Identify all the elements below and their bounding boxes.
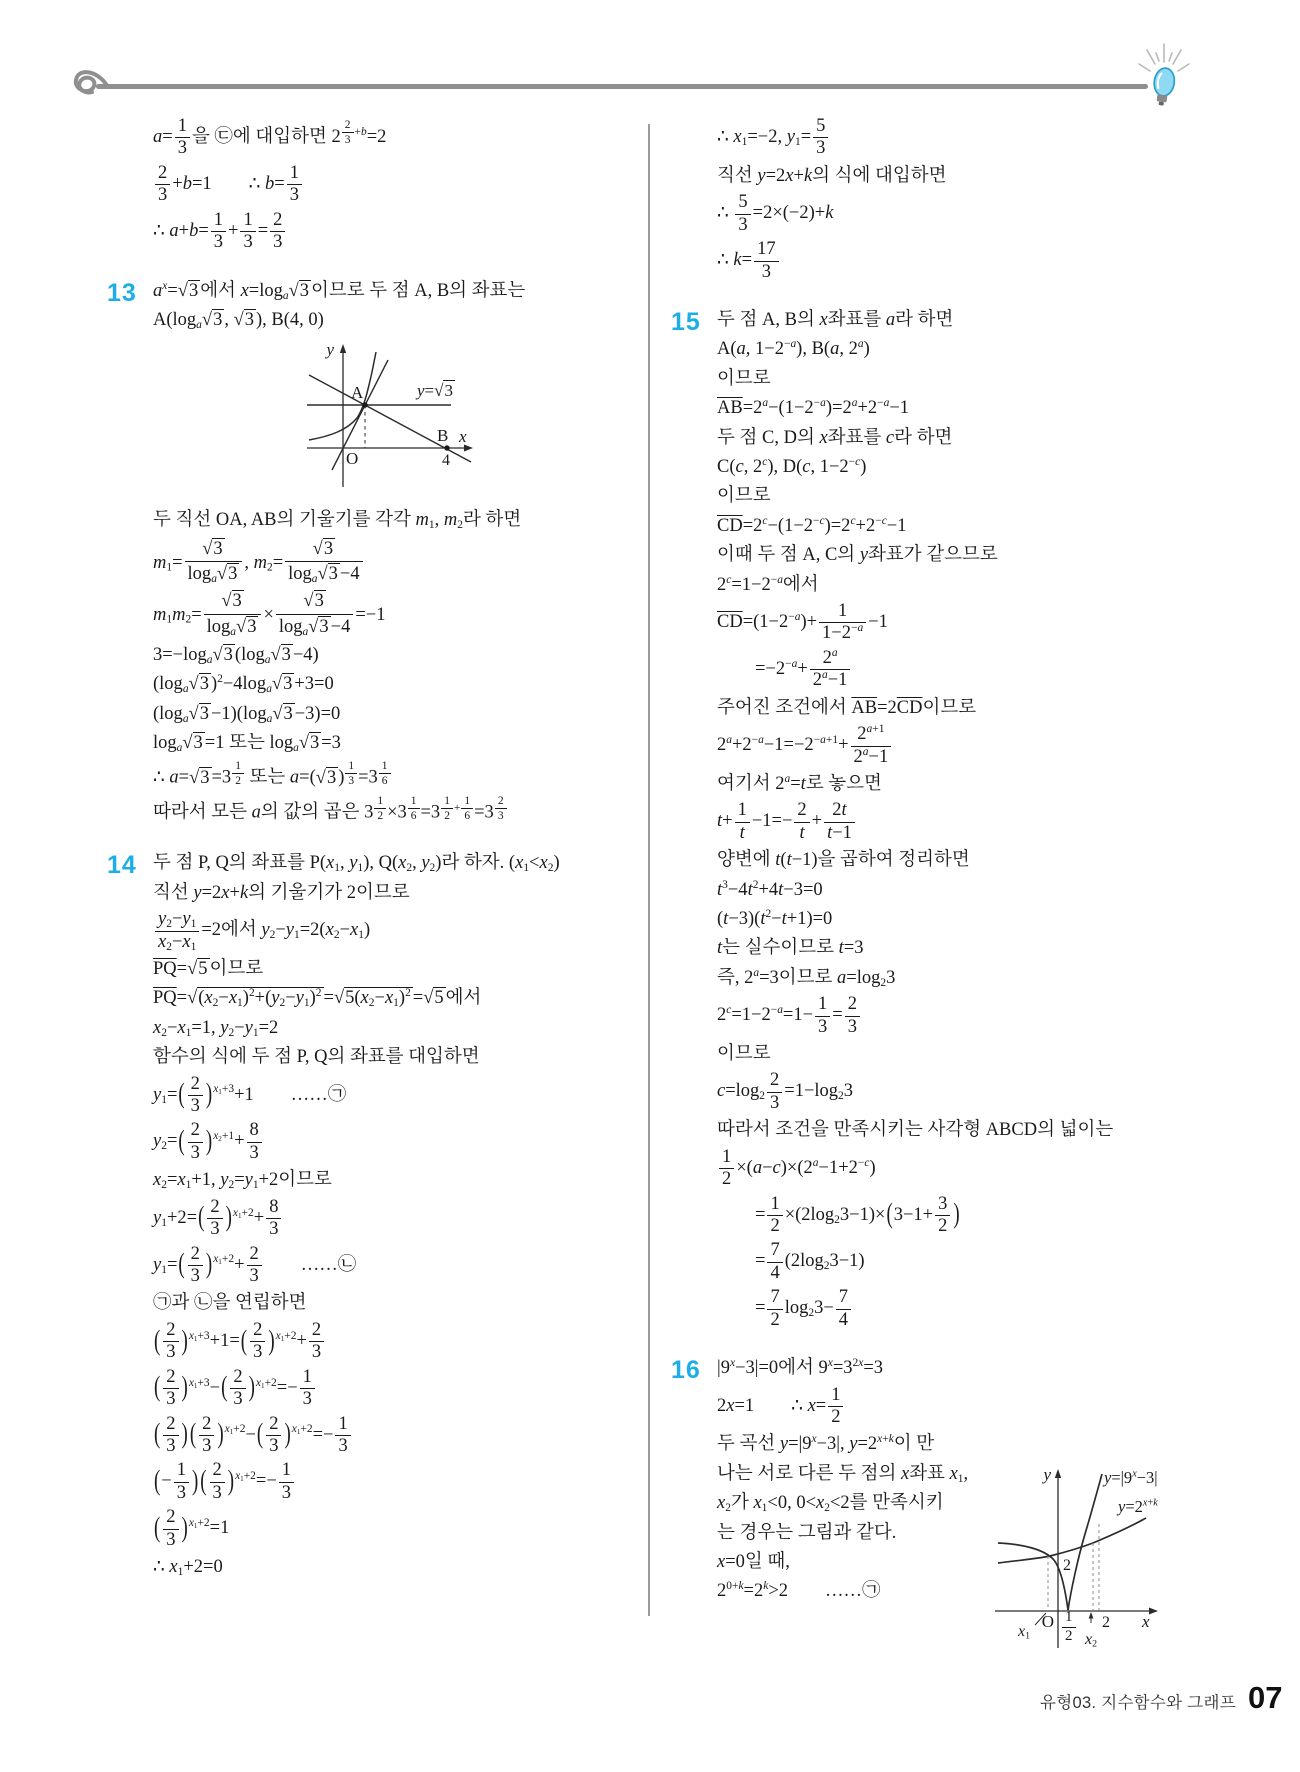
origin-label: O [1041, 1612, 1054, 1631]
x2-pointer-arrow [1089, 1612, 1094, 1619]
solution-line: $\overline{PQ}=$ √ 5 이므로 [153, 957, 658, 981]
solution-line: $\log_a$ √ 3 =1 또는 $\log_a$ √ 3 =3 [153, 731, 658, 755]
graph-13-svg [301, 340, 486, 498]
curve1-equation-label: $y=|9^x-3|$ [1104, 1468, 1158, 1487]
problem-13-lines-top [153, 279, 658, 333]
solution-line: 두 직선 OA, AB의 기울기를 각각 $m_1$, $m_2$라 하면 [153, 510, 522, 532]
solution-line: 두 점 P, Q의 좌표를 $P(x_1$, $y_1$), $Q(x_2$, $y_2$)라 하자. $(x_1<x_2)$ [153, 853, 560, 875]
solution-line: ∴ $x_1=-2$, $y_1=$ $\frac{5}{3}$ [717, 117, 1217, 159]
solution-line: = $\frac{7}{4}$ $(2\log_23-1)$ [755, 1240, 865, 1283]
solution-line: ∴ $\frac{5}{3}$ =2×(−2)+k [717, 192, 834, 235]
solution-line: (− $\frac{1}{3}$ ) ( $\frac{2}{3}$ )$^{x_1+2}$=− $\frac{1}{3}$ [153, 1461, 658, 1503]
point-A-dot [362, 403, 367, 408]
solution-line: $3=-\log_a$ √ 3 ($\log_a$ √ 3 −4) [153, 643, 658, 667]
solution-line: $2^{0+k}=2^k>2$ ……㉠ [717, 1580, 881, 1602]
solution-line: 여기서 $2^a=t$로 놓으면 [717, 772, 882, 794]
solution-line: $2^a+2^{-a}-1=-2^{-a+1}+$ $\frac{2^{a+1}}{2^a-1}$ [717, 725, 1217, 767]
y-axis-arrow [340, 344, 346, 353]
solution-line: $c=\log_2$ $\frac{2}{3}$ $=1-\log_23$ [717, 1070, 854, 1113]
y-axis-label: y [326, 340, 334, 360]
point-B-label: B [437, 426, 449, 446]
solution-line: 양변에 t(t−1)을 곱하여 정리하면 [717, 850, 970, 871]
problem-13 [107, 278, 658, 826]
problem-15-lines [717, 308, 1217, 1330]
solution-line: $x_2=x_1+1$, $y_2=y_1+2$이므로 [153, 1170, 332, 1192]
solution-line: 직선 y=2x+k의 식에 대입하면 [717, 165, 947, 186]
continued-solution-lines [717, 117, 1217, 282]
solution-line: $\frac{2}{3}$ +b=1 ∴ b= $\frac{1}{3}$ [153, 164, 658, 206]
solution-line: 따라서 모든 a의 값의 곱은 3 $^{\frac{1}{2}}$ ×3 $^{\frac{1}{6}}$ =3 $^{\frac{1}{2} + \frac{1}{6}}$ =3 $^{\frac{2}{3}}$ [153, 795, 658, 825]
rope-knot-icon [70, 62, 112, 111]
x2-tick-label: $x_2$ [1085, 1631, 1098, 1650]
solution-line: $\overline{PQ}=$ √ $(x_2-x_1)^2+(y_2-y_1)^2$ = √ $5(x_2-x_1)^2$ = √ 5 에서 [153, 986, 658, 1010]
solution-line: a= $\frac{1}{3}$ 을 ㉢에 대입하면 2 $^{\frac{2}{3} +b}$=2 [153, 116, 387, 159]
solution-line: $(t-3)(t^2-t+1)=0$ [717, 907, 833, 929]
solution-line: ∴ $x_1+2=0$ [153, 1557, 223, 1578]
solution-line: ( $\frac{2}{3}$ ) ( $\frac{2}{3}$ )$^{x_1+2}$−( $\frac{2}{3}$ )$^{x_1+2}$=− $\frac{1}{3}$ [153, 1415, 658, 1457]
line-OA [332, 360, 388, 470]
graph-13 [301, 340, 486, 498]
solution-line: 두 점 C, D의 x좌표를 c라 하면 [717, 427, 953, 448]
solution-line: $\overline{CD}=2^c-(1-2^{-c})=2^c+2^{-c}-1$ [717, 514, 907, 536]
solution-line: 두 점 A, B의 x좌표를 a라 하면 [717, 309, 954, 330]
page-footer [1040, 1680, 1282, 1716]
solution-line: 함수의 식에 두 점 P, Q의 좌표를 대입하면 [153, 1047, 480, 1068]
solution-line: C(c, 2$^c$), D(c, $1-2^{-c}$) [717, 455, 867, 477]
solution-line: ( $\frac{2}{3}$ )$^{x_1+3}$+1=( $\frac{2}{3}$ )$^{x_1+2}$+ $\frac{2}{3}$ [153, 1321, 658, 1363]
left-column [107, 112, 658, 1584]
y-axis-label: y [1043, 1466, 1051, 1484]
y-intercept-2-label: 2 [1063, 1557, 1071, 1574]
rope-divider [96, 84, 1148, 89]
solution-line: 이므로 [717, 1044, 771, 1065]
solution-line: ∴ a+b= $\frac{1}{3}$ + $\frac{1}{3}$ = $\frac{2}{3}$ [153, 211, 658, 253]
problem-14 [107, 851, 658, 1579]
solution-line: 는 경우는 그림과 같다. [717, 1522, 897, 1543]
solution-line: $2^c=1-2^{-a}=1-$ $\frac{1}{3}$ = $\frac{2}{3}$ [717, 995, 1217, 1037]
solution-line: ∴ k= $\frac{17}{3}$ [717, 240, 1217, 282]
continued-solution-lines [153, 117, 658, 253]
solution-line: ( $\frac{2}{3}$ )$^{x_1+2}$=1 [154, 1507, 230, 1550]
x-tick-2-label: 2 [1102, 1614, 1110, 1631]
tick-4-label: 4 [442, 452, 450, 470]
solution-line: $\overline{CD}=(1-2^{-a})+$ $\frac{1}{1-2^{-a}}$ −1 [717, 601, 888, 644]
page-number: 07 [1248, 1680, 1283, 1715]
solution-line: 이므로 [717, 486, 771, 507]
problem-14-lines [153, 851, 658, 1579]
solution-line: $\overline{AB}=2^a-(1-2^{-a})=2^a+2^{-a}-1$ [717, 397, 910, 419]
right-column [671, 112, 1217, 1609]
solution-line: $a^x=$ √ 3 에서 $x=\log_a$ √ 3 이므로 두 점 A, B의 좌표는 [153, 279, 658, 303]
problem-16-number: 16 [671, 1356, 701, 1385]
solution-line: $2^c=1-2^{-a}$에서 [717, 573, 819, 595]
solution-line: $\frac{y_2-y_1}{x_2-x_1}$ =2에서 $y_2-y_1=2(x_2-x_1)$ [153, 910, 658, 952]
solution-line: t는 실수이므로 t=3 [717, 938, 864, 959]
section-label: 유형03. 지수함수와 그래프 [1040, 1694, 1236, 1712]
x-axis-arrow [1149, 1608, 1158, 1615]
solution-line: $y_1=$( $\frac{2}{3}$ )$^{x_1+3}$+1 ……㉠ [153, 1073, 347, 1117]
solution-line: $y_2=$( $\frac{2}{3}$ )$^{x_2+1}$+ $\frac{8}{3}$ [153, 1121, 658, 1163]
solution-line: $m_1m_2=$ √ $\frac{3}{\log_a √ 3}$ × √ $\frac{3}{\log_a √ 3 -4}$ =−1 [153, 590, 658, 638]
x1-tick-label: $x_1$ [1018, 1623, 1031, 1642]
solution-line: ( $\frac{2}{3}$ )$^{x_1+3}$−( $\frac{2}{3}$ )$^{x_1+2}$=− $\frac{1}{3}$ [153, 1368, 658, 1410]
lightbulb-icon [1133, 40, 1195, 115]
problem-15-number: 15 [671, 307, 701, 336]
problem-14-number: 14 [107, 851, 137, 880]
solution-line: $\frac{1}{2}$ $\times(a-c)\times(2^a-1+2^{-c})$ [717, 1148, 1217, 1190]
solution-line: t+ $\frac{1}{t}$ −1=− $\frac{2}{t}$ + $\frac{2t}{t-1}$ [717, 801, 1217, 843]
curve2-equation-label: $y=2^{x+k}$ [1118, 1497, 1158, 1516]
solution-line: 이때 두 점 A, C의 y좌표가 같으므로 [717, 545, 998, 566]
solution-line: $x_2-x_1=1$, $y_2-y_1=2$ [153, 1017, 279, 1039]
graph-16 [990, 1466, 1196, 1668]
solution-line: 따라서 조건을 만족시키는 사각형 ABCD의 넓이는 [717, 1120, 1114, 1141]
x-axis-label: x [459, 427, 467, 447]
curve-2-pow-x-plus-k [998, 1518, 1146, 1563]
problem-13-number: 13 [107, 278, 137, 307]
solution-line: ($\log_a$ √ $3 -1)(\log_a$ √ 3 −3)=0 [153, 702, 658, 726]
solution-line: $x_2$가 $x_1<0$, $0<x_2<2$를 만족시키 [717, 1493, 944, 1515]
problem-13-lines-bottom [153, 508, 658, 825]
solution-line: x=0일 때, [717, 1551, 790, 1572]
solution-line: $t^3-4t^2+4t-3=0$ [717, 878, 823, 900]
solution-line: ∴ a= √ 3 =3 $^{\frac{1}{2}}$ 또는 a=( √ 3 ) $^{\frac{1}{3}}$ =3 $^{\frac{1}{6}}$ [153, 760, 658, 790]
y-axis-arrow [1055, 1469, 1061, 1478]
solution-line: = $\frac{1}{2}$ $\times(2\log_23-1)\times(3-1+$ $\frac{3}{2}$ ) [755, 1193, 960, 1236]
solution-line: = $\frac{7}{2}$ $\log_23-$ $\frac{7}{4}$ [755, 1288, 1217, 1330]
problem-15 [671, 307, 1217, 1330]
x-axis-label: x [1142, 1612, 1150, 1631]
solution-line: ㉠과 ㉡을 연립하면 [153, 1293, 307, 1314]
curve-abs-9x-minus-3 [998, 1474, 1102, 1610]
solution-line: 직선 y=2x+k의 기울기가 2이므로 [153, 882, 410, 903]
solution-line: $y_1=$( $\frac{2}{3}$ )$^{x_1+2}$+ $\frac{2}{3}$ ……㉡ [153, 1243, 357, 1286]
solution-line: $A(\log_a$ √ 3 , √ 3 ), B(4, 0) [153, 308, 658, 332]
point-A-label: A [351, 383, 364, 403]
problem-16-lines [717, 1356, 1217, 1427]
dashed-guides [1048, 1524, 1099, 1611]
solution-line: A(a, $1-2^{-a}$), B(a, 2$^a$) [717, 338, 870, 360]
solution-line: $|9^x-3|=0$에서 $9^x=3^{2x}=3$ [717, 1356, 884, 1379]
solution-line: 즉, $2^a=3$이므로 $a=\log_23$ [717, 966, 896, 989]
solution-line: 두 곡선 $y=|9^x-3|$, $y=2^{x+k}$이 만 [717, 1433, 935, 1455]
half-tick-label: $\frac{1}{2}$ [1060, 1610, 1078, 1645]
solution-line: ($\log_a$ √ 3 )$^2-4\log_a$ √ 3 +3=0 [153, 672, 658, 696]
solution-line: $m_1=$ √ $\frac{3}{\log_a √ 3}$ , $m_2=$ √ $\frac{3}{\log_a √ 3 -4}$ [153, 538, 658, 586]
solution-line: $=-2^{-a}+$ $\frac{2^a}{2^a-1}$ [755, 649, 1217, 691]
problem-16-wrapped-text [717, 1432, 1009, 1603]
origin-label: O [346, 449, 359, 469]
solution-line: $y_1+2=$( $\frac{2}{3}$ )$^{x_1+2}$+ $\frac{8}{3}$ [153, 1198, 658, 1240]
solution-line: 나는 서로 다른 두 점의 x좌표 $x_1$, [717, 1463, 969, 1485]
solution-line: 2x=1 ∴ x= $\frac{1}{2}$ [717, 1386, 1217, 1428]
solution-line: 주어진 조건에서 $\overline{AB}=2\overline{CD}$이므로 [717, 697, 977, 718]
hline-equation-label: y= √ 3 [417, 380, 455, 401]
solution-line: 이므로 [717, 368, 771, 389]
point-B-dot [444, 446, 449, 451]
